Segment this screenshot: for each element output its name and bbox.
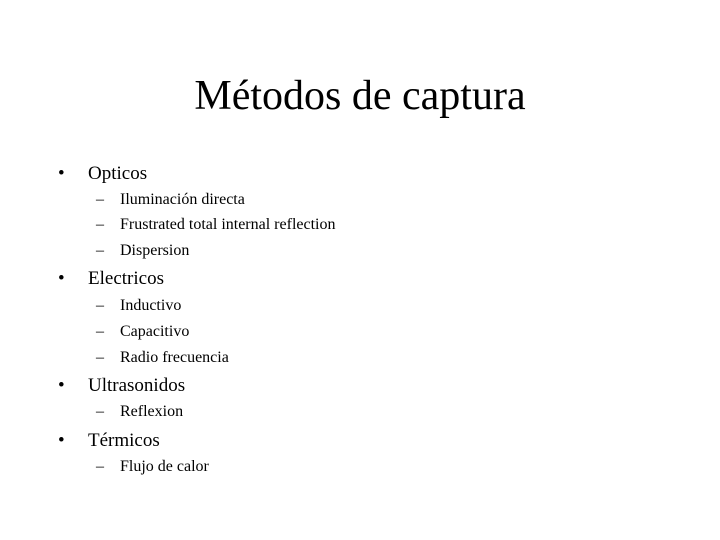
bullet-marker: • bbox=[58, 430, 65, 451]
sub-bullet-label: Reflexion bbox=[120, 403, 184, 420]
sub-bullet-marker: – bbox=[96, 458, 104, 475]
sub-bullet-label: Radio frecuencia bbox=[120, 349, 229, 366]
sub-bullet-label: Frustrated total internal reflection bbox=[120, 216, 336, 233]
sub-bullet-marker: – bbox=[96, 191, 104, 208]
sub-bullet-label: Capacitivo bbox=[120, 323, 190, 340]
sub-bullet-label: Dispersion bbox=[120, 242, 190, 259]
bullet-label: Opticos bbox=[88, 163, 148, 184]
sub-bullet-marker: – bbox=[96, 242, 104, 259]
slide-title: Métodos de captura bbox=[194, 73, 526, 119]
sub-bullet-label: Iluminación directa bbox=[120, 191, 245, 208]
bullet-label: Electricos bbox=[88, 268, 164, 289]
sub-bullet-marker: – bbox=[96, 349, 104, 366]
sub-bullet-marker: – bbox=[96, 323, 104, 340]
bullet-label: Ultrasonidos bbox=[88, 375, 186, 396]
bullet-marker: • bbox=[58, 268, 65, 289]
sub-bullet-label: Flujo de calor bbox=[120, 458, 209, 475]
sub-bullet-marker: – bbox=[96, 216, 104, 233]
sub-bullet-label: Inductivo bbox=[120, 297, 182, 314]
bullet-marker: • bbox=[58, 375, 65, 396]
sub-bullet-marker: – bbox=[96, 403, 104, 420]
sub-bullet-marker: – bbox=[96, 297, 104, 314]
bullet-label: Térmicos bbox=[88, 430, 160, 451]
bullet-marker: • bbox=[58, 163, 65, 184]
